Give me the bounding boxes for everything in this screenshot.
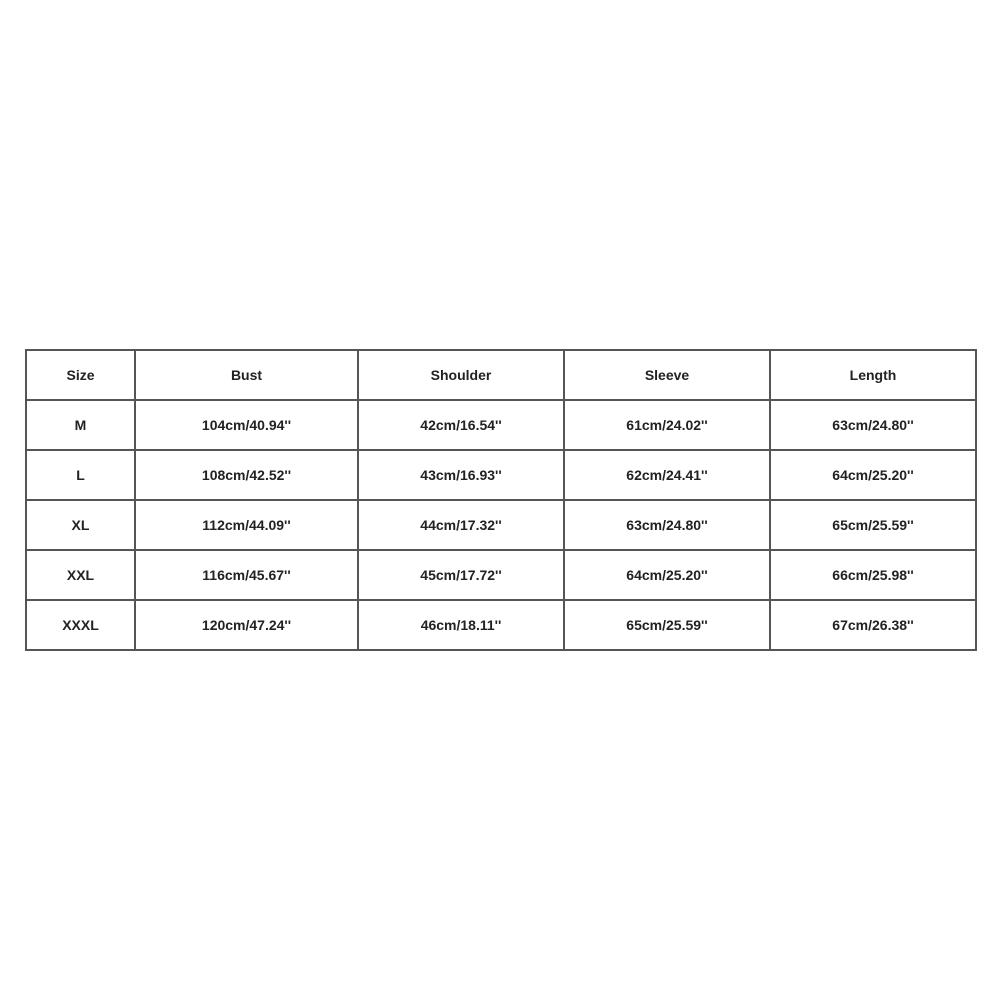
size-cell: L: [26, 450, 135, 500]
bust-cell: 108cm/42.52'': [135, 450, 358, 500]
table-row: [26, 400, 976, 450]
size-cell: M: [26, 400, 135, 450]
sleeve-cell: 61cm/24.02'': [564, 400, 770, 450]
shoulder-cell: 42cm/16.54'': [358, 400, 564, 450]
length-cell: 64cm/25.20'': [770, 450, 976, 500]
column-header-length: Length: [770, 350, 976, 400]
column-header-sleeve: Sleeve: [564, 350, 770, 400]
length-cell: 67cm/26.38'': [770, 600, 976, 650]
sleeve-cell: 65cm/25.59'': [564, 600, 770, 650]
column-header-size: Size: [26, 350, 135, 400]
sleeve-cell: 64cm/25.20'': [564, 550, 770, 600]
size-cell: XL: [26, 500, 135, 550]
length-cell: 66cm/25.98'': [770, 550, 976, 600]
size-cell: XXL: [26, 550, 135, 600]
length-cell: 65cm/25.59'': [770, 500, 976, 550]
table-header-row: [26, 350, 976, 400]
bust-cell: 120cm/47.24'': [135, 600, 358, 650]
sleeve-cell: 62cm/24.41'': [564, 450, 770, 500]
table-row: [26, 550, 976, 600]
column-header-bust: Bust: [135, 350, 358, 400]
column-header-shoulder: Shoulder: [358, 350, 564, 400]
shoulder-cell: 44cm/17.32'': [358, 500, 564, 550]
shoulder-cell: 45cm/17.72'': [358, 550, 564, 600]
sleeve-cell: 63cm/24.80'': [564, 500, 770, 550]
bust-cell: 104cm/40.94'': [135, 400, 358, 450]
size-chart-table: [25, 349, 977, 651]
bust-cell: 116cm/45.67'': [135, 550, 358, 600]
bust-cell: 112cm/44.09'': [135, 500, 358, 550]
table-row: [26, 450, 976, 500]
length-cell: 63cm/24.80'': [770, 400, 976, 450]
size-cell: XXXL: [26, 600, 135, 650]
shoulder-cell: 46cm/18.11'': [358, 600, 564, 650]
shoulder-cell: 43cm/16.93'': [358, 450, 564, 500]
table-row: [26, 500, 976, 550]
table-row: [26, 600, 976, 650]
